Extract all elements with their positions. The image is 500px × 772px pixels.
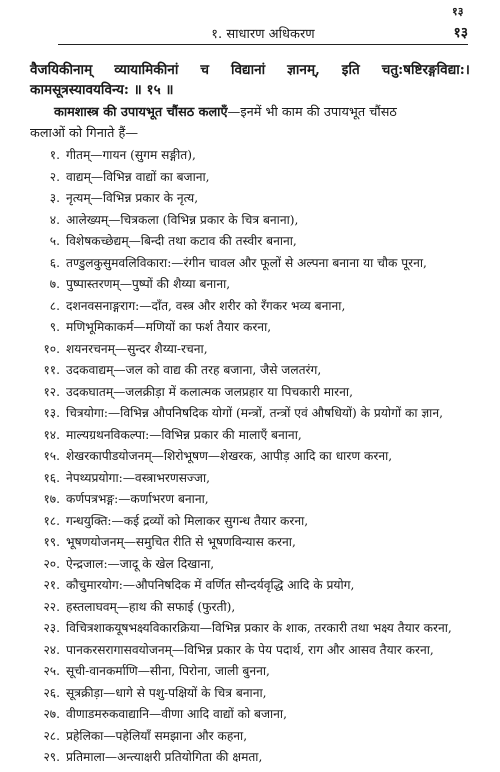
list-item-number: २५.	[43, 664, 60, 678]
list-item-number: १.	[49, 148, 60, 162]
list-item	[30, 360, 470, 382]
list-item-number: १५.	[43, 449, 60, 463]
corner-page-mark: १३	[452, 5, 464, 18]
list-item-number: २३.	[43, 621, 60, 635]
list-item	[30, 554, 470, 576]
list-item-number: १४.	[43, 427, 60, 442]
list-item-number: २९.	[43, 750, 60, 764]
list-item-text: पुष्पास्तरणम्—पुष्पों की शैय्या बनाना,	[66, 277, 231, 291]
list-item-number: २४.	[43, 642, 60, 657]
list-item-text: दशनवसनाङ्गराग:—दाँत, वस्त्र और शरीर को रँगकर भव्य बनाना,	[66, 298, 346, 313]
list-item-text: नृत्यम्—विभिन्न प्रकार के नृत्य,	[66, 191, 199, 205]
intro-line-1	[30, 102, 470, 123]
list-item	[30, 382, 470, 404]
list-item-text: उदकवाद्यम्—जल को वाद्य की तरह बजाना, जैसे जलतरंग,	[66, 363, 322, 377]
list-item	[30, 339, 470, 361]
list-item-text: गीतम्—गायन (सुगम सङ्गीत),	[66, 148, 196, 162]
list-item-text: चित्रयोगा:—विभिन्न औपनिषदिक योगों (मन्त्रों, तन्त्रों एवं औषधियों) के प्रयोगों का ज्ञान,	[66, 406, 443, 420]
list-item	[30, 640, 470, 662]
list-item-text: सूची-वानकर्माणि—सीना, पिरोना, जाली बुनना,	[66, 664, 270, 678]
list-item-number: २०.	[43, 556, 60, 571]
sutra-word: इति	[341, 62, 360, 78]
list-item	[30, 274, 470, 296]
list-item-number: १२.	[43, 384, 60, 399]
list-item	[30, 532, 470, 554]
list-item	[30, 575, 470, 597]
list-item-text: विचित्रशाकयूषभक्ष्यविकारक्रिया—विभिन्न प्रकार के शाक, तरकारी तथा भक्ष्य तैयार करना,	[66, 621, 452, 635]
list-item-number: २.	[49, 169, 60, 184]
list-item-text: विशेषकच्छेद्यम्—बिन्दी तथा कटाव की तस्वीर बनाना,	[66, 234, 297, 248]
arts-list	[30, 145, 470, 769]
list-item-number: २६.	[43, 685, 60, 700]
list-item-number: २८.	[43, 728, 60, 743]
list-item-text: सूत्रक्रीड़ा—धागे से पशु-पक्षियों के चित्र बनाना,	[66, 685, 267, 700]
list-item	[30, 231, 470, 253]
list-item-text: मणिभूमिकाकर्म—मणियों का फर्श तैयार करना,	[66, 320, 272, 334]
list-item-number: १६.	[43, 470, 60, 485]
list-item	[30, 661, 470, 683]
list-item-text: वाद्यम्—विभिन्न वाद्यों का बजाना,	[66, 169, 210, 184]
chapter-title: १. साधारण अधिकरण	[211, 27, 315, 42]
sutra-word: विद्यानां	[230, 62, 266, 78]
list-item-number: १८.	[43, 513, 60, 528]
list-item	[30, 145, 470, 167]
list-item-text: कौचुमारयोग:—औपनिषदिक में वर्णित सौन्दर्यवृद्धि आदि के प्रयोग,	[66, 578, 355, 592]
list-item	[30, 253, 470, 275]
sutra-word: वैजयिकीनाम्	[30, 62, 93, 78]
list-item	[30, 468, 470, 490]
list-item-text: प्रहेलिका—पहेलियाँ समझाना और कहना,	[66, 728, 248, 743]
list-item-text: कर्णपत्रभङ्ग:—कर्णाभरण बनाना,	[66, 492, 209, 506]
list-item-number: ९.	[49, 320, 60, 334]
list-item-text: प्रतिमाला—अन्त्याक्षरी प्रतियोगिता की क्षमता,	[66, 750, 263, 764]
list-item-number: १३.	[43, 406, 60, 420]
list-item-number: २१.	[43, 578, 60, 592]
sutra-word: च	[200, 62, 209, 78]
intro-line-2: कलाओं को गिनाते हैं—	[30, 126, 139, 141]
list-item-text: आलेख्यम्—चित्रकला (विभिन्न प्रकार के चित्र बनाना),	[66, 212, 299, 227]
list-item	[30, 296, 470, 318]
intro-text: —इनमें भी काम की उपायभूत चौंसठ	[227, 105, 397, 120]
list-item-number: ६.	[49, 255, 60, 270]
list-item-number: २७.	[43, 707, 60, 721]
list-item-text: तण्डुलकुसुमवलिविकारा:—रंगीन चावल और फूलों से अल्पना बनाना या चौक पूरना,	[66, 255, 427, 270]
page-number: १३	[453, 25, 468, 41]
list-item	[30, 597, 470, 619]
list-item-text: वीणाडमरुकवाद्यानि—वीणा आदि वाद्यों को बजाना,	[66, 707, 287, 721]
list-item-number: ७.	[49, 277, 60, 291]
list-item-number: २२.	[43, 599, 60, 614]
sutra-line-1	[30, 60, 470, 80]
list-item	[30, 683, 470, 705]
list-item	[30, 317, 470, 339]
list-item-number: १९.	[43, 535, 60, 549]
list-item-text: शेखरकापीडयोजनम्—शिरोभूषण—शेखरक, आपीड़ आदि का धारण करना,	[66, 449, 393, 463]
sutra-word: ज्ञानम्,	[287, 62, 320, 78]
list-item	[30, 511, 470, 533]
list-item	[30, 425, 470, 447]
running-header	[58, 24, 468, 45]
list-item-number: ५.	[49, 234, 60, 248]
intro-paragraph	[30, 102, 470, 144]
list-item	[30, 726, 470, 748]
list-item	[30, 403, 470, 425]
sanskrit-sutra	[30, 60, 470, 100]
list-item	[30, 618, 470, 640]
list-item-number: ८.	[49, 298, 60, 313]
list-item-text: गन्धयुक्ति:—कई द्रव्यों को मिलाकर सुगन्ध तैयार करना,	[66, 513, 309, 528]
list-item	[30, 188, 470, 210]
list-item	[30, 747, 470, 769]
list-item-number: ३.	[49, 191, 60, 205]
list-item	[30, 167, 470, 189]
list-item-text: शयनरचनम्—सुन्दर शैय्या-रचना,	[66, 341, 208, 356]
sutra-line-2: कामसूत्रस्यावयविन्य: ॥ १५ ॥	[30, 82, 174, 98]
list-item-number: १०.	[43, 341, 60, 356]
list-item-text: उदकघातम्—जलक्रीड़ा में कलात्मक जलप्रहार या पिचकारी मारना,	[66, 384, 353, 399]
list-item	[30, 210, 470, 232]
list-item-number: १७.	[43, 492, 60, 506]
list-item-text: ऐन्द्रजाल:—जादू के खेल दिखाना,	[66, 556, 215, 571]
list-item-text: भूषणयोजनम्—समुचित रीति से भूषणविन्यास करना,	[66, 535, 296, 549]
list-item-number: ११.	[43, 363, 60, 377]
list-item	[30, 704, 470, 726]
intro-heading: कामशास्त्र की उपायभूत चौंसठ कलाएँ	[54, 105, 228, 120]
list-item-text: हस्तलाघवम्—हाथ की सफाई (फुरती),	[66, 599, 236, 614]
list-item	[30, 489, 470, 511]
list-item-text: पानकरसरागासवयोजनम्—विभिन्न प्रकार के पेय पदार्थ, राग और आसव तैयार करना,	[66, 642, 434, 657]
list-item-text: माल्यग्रथनविकल्पा:—विभिन्न प्रकार की मालाएँ बनाना,	[66, 427, 302, 442]
list-item	[30, 446, 470, 468]
sutra-word: व्यायामिकीनां	[114, 62, 179, 78]
list-item-text: नेपथ्यप्रयोगा:—वस्त्राभरणसज्जा,	[66, 470, 210, 485]
list-item-number: ४.	[49, 212, 60, 227]
sutra-word: चतु:षष्टिरङ्गविद्या:।	[381, 62, 470, 78]
